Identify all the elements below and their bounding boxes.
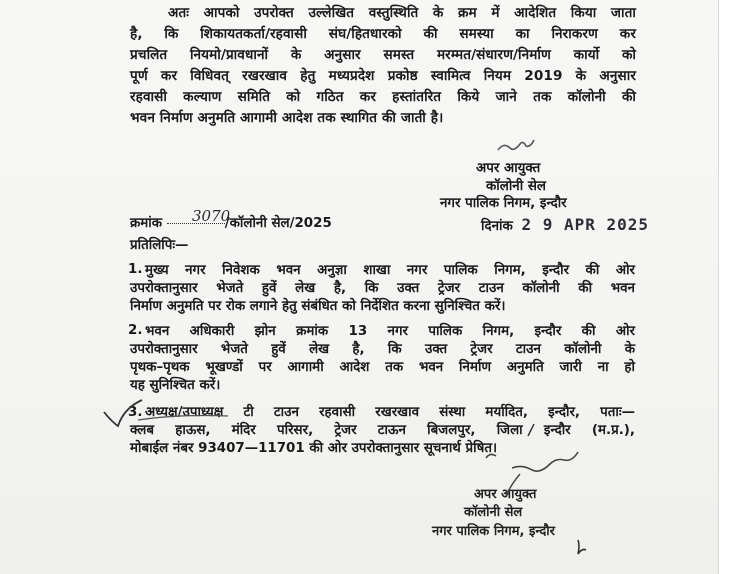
- signatory-office: नगर पालिक निगम, इन्दौर: [440, 196, 567, 211]
- copy-item-number: 3.: [128, 405, 143, 420]
- copy-item-line: क्लब हाऊस, मंदिर परिसर, ट्रेजर टाऊन बिजलपुर, जिला इन्दौर (म.प्र.),: [130, 423, 635, 438]
- handwritten-reference-number: 3070: [192, 207, 231, 225]
- copy-item-number: 1.: [128, 262, 143, 277]
- paragraph-line: प्रचलित नियमो/प्रावधानों के अनुसार समस्त मरम्मत/संधारण/निर्माण कार्यो को: [130, 47, 636, 63]
- copy-item-line: मोबाईल नंबर 93407—11701 की ओर उपरोक्तानुसार सूचनार्थ प्रेषित।: [130, 441, 498, 456]
- paragraph-line: अतः आपको उपरोक्त उल्लेखित वस्तुस्थिति के क्रम में आदेशित किया जाता: [168, 5, 636, 21]
- copy-to-label: प्रतिलिपिः—: [130, 238, 189, 253]
- bottom-signatory-designation: अपर आयुक्त: [474, 487, 537, 502]
- copy-item-line: निर्माण अनुमति पर रोक लगाने हेतु संबंधित को निर्देशित करना सुनिश्चित करें।: [130, 299, 506, 314]
- copy-item-line: यह सुनिश्चित करें।: [130, 378, 221, 393]
- copy-item-line: मुख्य नगर निवेशक भवन अनुज्ञा शाखा नगर पालिक निगम, इन्दौर की ओर: [145, 263, 635, 278]
- paragraph-line: पूर्ण कर विधिवत् रखरखाव हेतु मध्यप्रदेश प्रकोष्ठ स्वामित्व नियम 2019 के अनुसार: [130, 68, 636, 84]
- reference-suffix: /कॉलोनी सेल/2025: [224, 216, 332, 231]
- reference-label: क्रमांक: [130, 216, 163, 231]
- date-stamp: 2 9 APR 2025: [521, 215, 650, 234]
- signatory-designation: अपर आयुक्त: [476, 161, 541, 176]
- signatory-department: कॉलोनी सेल: [486, 179, 546, 194]
- copy-item-line: पृथक–पृथक भूखण्डों पर आगामी आदेश तक भवन निर्माण अनुमति जारी ना हो: [130, 360, 635, 375]
- copy-item-line: उपरोक्तानुसार भेजते हुवें लेख है, कि उक्त ट्रेजर टाउन कॉलोनी की भवन: [130, 281, 635, 296]
- bottom-signatory-department: कॉलोनी सेल: [464, 505, 523, 520]
- paragraph-line: रहवासी कल्याण समिति को गठित कर हस्तांतरित किये जाने तक कॉलोनी की: [130, 89, 636, 105]
- copy-item-number: 2.: [128, 323, 143, 338]
- date-label: दिनांक: [481, 219, 513, 234]
- copy-item-line: भवन अधिकारी झोन क्रमांक 13 नगर पालिक निगम, इन्दौर की ओर: [145, 324, 635, 339]
- reference-number: [130, 213, 332, 231]
- paragraph-line: भवन निर्माण अनुमति आगामी आदेश तक स्थागित की जाती है।: [130, 110, 444, 126]
- copy-item-line: अध्यक्ष/उपाध्यक्ष टी टाउन रहवासी रखरखाव संस्था मर्यादित, इन्दौर, पताः—: [145, 405, 635, 420]
- page-edge-strip: [718, 0, 750, 574]
- paragraph-line: है, कि शिकायतकर्ता/रहवासी संघ/हितधारको की समस्या का निराकरण कर: [130, 26, 636, 42]
- copy-item-line: उपरोक्तानुसार भेजते हुवें लेख है, कि उक्त ट्रेजर टाउन कॉलोनी के: [130, 342, 635, 357]
- bottom-signatory-office: नगर पालिक निगम, इन्दौर: [432, 524, 555, 539]
- date-line: [481, 215, 649, 234]
